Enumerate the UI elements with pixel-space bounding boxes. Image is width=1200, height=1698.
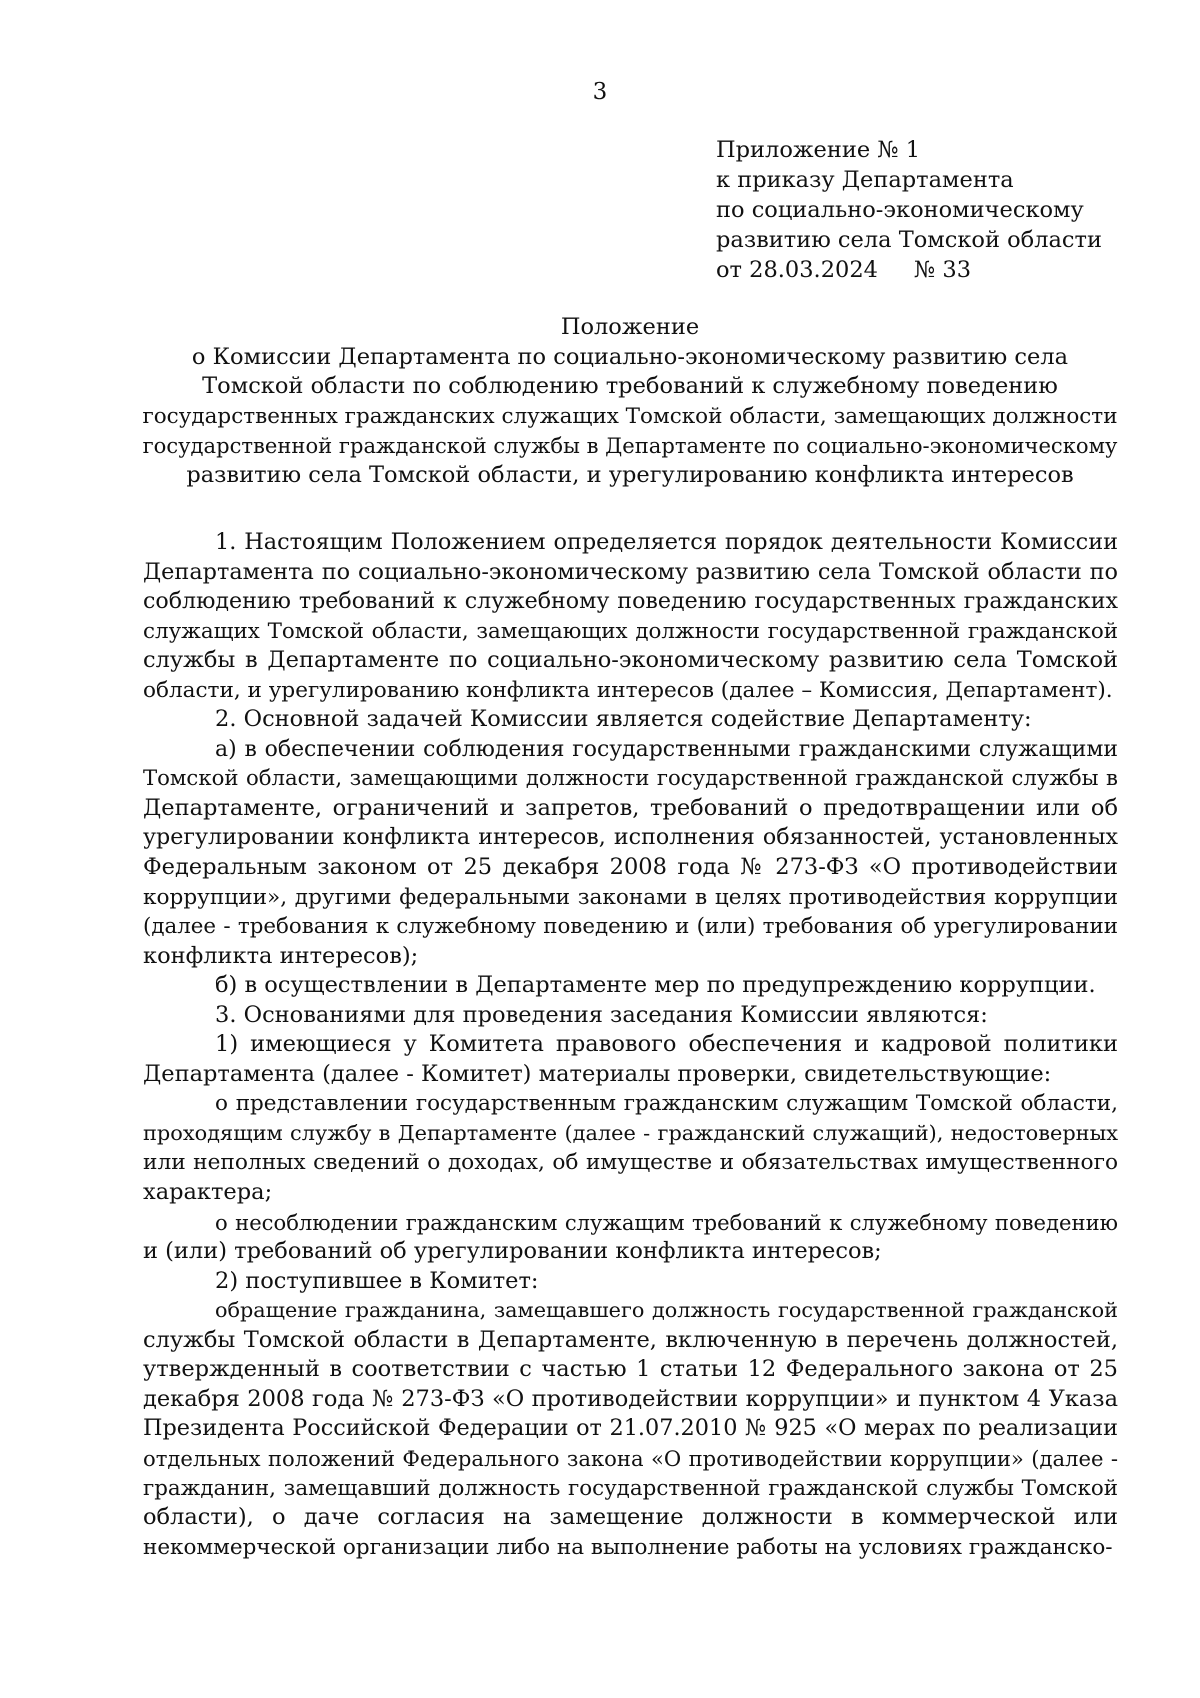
paragraph-line: б) в осуществлении в Департаменте мер по предупреждению коррупции. (215, 972, 1096, 999)
paragraph (143, 1267, 1118, 1297)
paragraph-line: конфликта интересов); (143, 942, 419, 969)
paragraph (143, 1208, 1118, 1267)
title-line: государственной гражданской службы в Департаменте по социально-экономическому (142, 433, 1118, 459)
title-line: Томской области по соблюдению требований к служебному поведению (202, 373, 1058, 400)
title-line: государственных гражданских служащих Томской области, замещающих должности (142, 403, 1118, 429)
paragraph-line: службы Томской области в Департаменте, включенную в перечень должностей, (143, 1326, 1118, 1353)
paragraph-line: Президента Российской Федерации от 21.07.2010 № 925 «О мерах по реализации (143, 1415, 1118, 1442)
appendix-date: от 28.03.2024 (716, 257, 878, 283)
paragraph-line: 1. Настоящим Положением определяется порядок деятельности Комиссии (215, 529, 1118, 555)
paragraph-line: утвержденный в соответствии с частью 1 статьи 12 Федерального закона от 25 (143, 1356, 1118, 1383)
title-line: развитию села Томской области, и урегулированию конфликта интересов (186, 461, 1074, 488)
paragraph-line: коррупции», другими федеральными законами в целях противодействия коррупции (143, 884, 1118, 910)
page-number: 3 (592, 79, 608, 105)
paragraph (143, 1089, 1118, 1207)
paragraph (143, 705, 1118, 735)
paragraph-line: проходящим службу в Департаменте (далее - гражданский служащий), недостоверных (143, 1120, 1118, 1145)
title-line: о Комиссии Департамента по социально-экономическому развитию села (191, 343, 1069, 370)
document-title (140, 313, 1120, 491)
appendix-number: № 33 (913, 257, 972, 283)
paragraph-line: урегулировании конфликта интересов, исполнения обязанностей, установленных (143, 824, 1118, 851)
paragraph (143, 1001, 1118, 1031)
paragraph-line: Томской области, замещающими должности государственной гражданской службы в (143, 766, 1118, 792)
paragraph-line: о представлении государственным гражданским служащим Томской области, (215, 1091, 1118, 1117)
paragraph (143, 1030, 1118, 1089)
paragraph-line: Федеральным законом от 25 декабря 2008 года № 273-ФЗ «О противодействии (143, 854, 1118, 881)
paragraph-line: 2) поступившее в Комитет: (215, 1267, 539, 1294)
paragraph-line: соблюдению требований к служебному поведению государственных гражданских (143, 588, 1118, 615)
paragraph-line: декабря 2008 года № 273-ФЗ «О противодействии коррупции» и пунктом 4 Указа (143, 1385, 1118, 1412)
paragraph-line: области), о даче согласия на замещение должности в коммерческой или (143, 1504, 1118, 1531)
appendix-block (716, 135, 1156, 285)
appendix-line: по социально-экономическому (716, 197, 1084, 223)
paragraph-line: характера; (143, 1179, 273, 1206)
paragraph-line: а) в обеспечении соблюдения государственными гражданскими служащими (215, 736, 1118, 762)
paragraph-line: и (или) требований об урегулировании конфликта интересов; (143, 1238, 882, 1265)
paragraph-line: 1) имеющиеся у Комитета правового обеспечения и кадровой политики (215, 1031, 1118, 1058)
appendix-line: развитию села Томской области (716, 227, 1102, 253)
paragraph (143, 1296, 1118, 1562)
paragraph (143, 971, 1118, 1001)
paragraph-line: 3. Основаниями для проведения заседания Комиссии являются: (215, 1001, 988, 1028)
paragraph-line: 2. Основной задачей Комиссии является содействие Департаменту: (215, 706, 1032, 733)
paragraph-line: служащих Томской области, замещающих должности государственной гражданской (143, 618, 1118, 644)
paragraph-line: некоммерческой организации либо на выполнение работы на условиях гражданско- (143, 1534, 1113, 1560)
paragraph-line: области, и урегулированию конфликта интересов (далее – Комиссия, Департамент). (143, 677, 1113, 703)
paragraph-line: о несоблюдении гражданским служащим требований к служебному поведению (215, 1209, 1118, 1235)
paragraph-line: гражданин, замещавший должность государственной гражданской службы Томской (143, 1475, 1118, 1501)
paragraph-line: Департаменте, ограничений и запретов, требований о предотвращении или об (143, 794, 1118, 821)
document-body (143, 528, 1118, 1562)
paragraph-line: обращение гражданина, замещавшего должность государственной гражданской (215, 1298, 1118, 1323)
appendix-date-line (716, 255, 1156, 285)
paragraph-line: Департамента (далее - Комитет) материалы проверки, свидетельствующие: (143, 1060, 1052, 1087)
paragraph-line: или неполных сведений о доходах, об имуществе и обязательствах имущественного (143, 1150, 1118, 1176)
title-heading: Положение (560, 314, 700, 340)
paragraph (143, 528, 1118, 705)
paragraph-line: отдельных положений Федерального закона «О противодействии коррупции» (далее - (143, 1445, 1118, 1471)
paragraph-line: службы в Департаменте по социально-экономическому развитию села Томской (143, 647, 1118, 674)
appendix-line: к приказу Департамента (716, 167, 1014, 193)
appendix-line: Приложение № 1 (716, 137, 921, 163)
paragraph-line: Департамента по социально-экономическому развитию села Томской области по (143, 558, 1118, 585)
paragraph-line: (далее - требования к служебному поведению и (или) требования об урегулировании (143, 914, 1118, 940)
paragraph (143, 735, 1118, 971)
